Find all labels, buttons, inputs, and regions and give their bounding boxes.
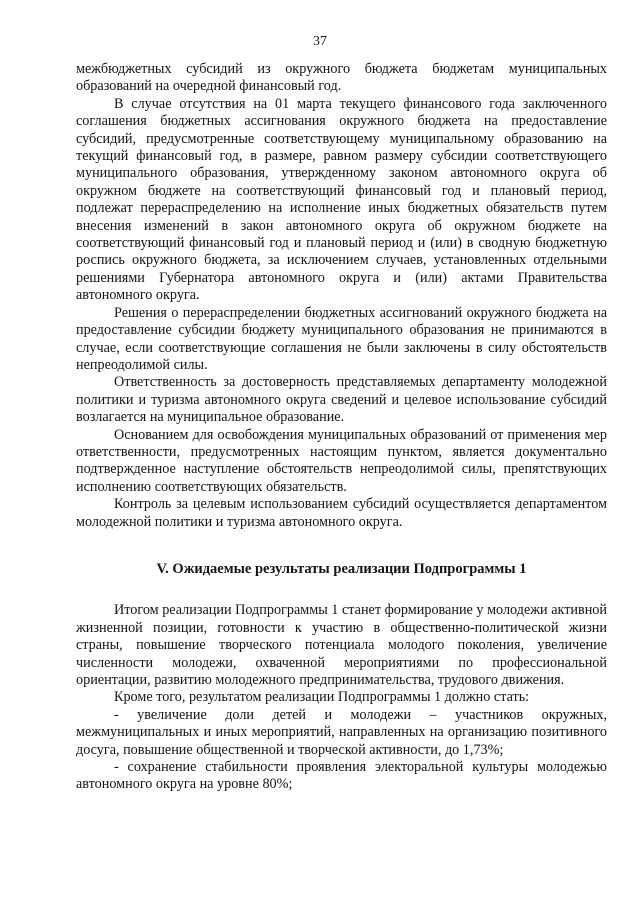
paragraph: Ответственность за достоверность представляемых департаменту молодежной политики и туризма автономного округа сведений и целевое использование субсидий возлагается на муниципальное образование. xyxy=(76,374,607,426)
list-item: - увеличение доли детей и молодежи – участников окружных, межмуниципальных и иных мероприятий, направленных на организацию позитивного досуга, повышение общественной и творческой активности, до 1,73%; xyxy=(76,706,607,758)
paragraph: Контроль за целевым использованием субсидий осуществляется департаментом молодежной политики и туризма автономного округа. xyxy=(76,496,607,530)
paragraph: Кроме того, результатом реализации Подпрограммы 1 должно стать: xyxy=(114,689,530,706)
list-item: - сохранение стабильности проявления электоральной культуры молодежью автономного округа на уровне 80%; xyxy=(76,759,607,793)
paragraph: межбюджетных субсидий из окружного бюджета бюджетам муниципальных образований на очередной финансовый год. xyxy=(76,61,607,95)
paragraph: Решения о перераспределении бюджетных ассигнований окружного бюджета на предоставление субсидии бюджету муниципального образования не принимаются в случае, если соответствующие соглашения не были заключены в силу обстоятельств непреодолимой силы. xyxy=(76,304,607,373)
paragraph: Итогом реализации Подпрограммы 1 станет формирование у молодежи активной жизненной позиции, готовности к участию в общественно-политической жизни страны, повышение творческого потенциала молодого поколения, увеличение численности молодежи, охваченной мероприятиями по профессиональной ориентации, развитию молодежного предпринимательства, трудового движения. xyxy=(76,602,607,688)
document-body xyxy=(76,61,607,794)
page-number: 37 xyxy=(313,34,327,49)
section-heading: V. Ожидаемые результаты реализации Подпрограммы 1 xyxy=(156,560,527,577)
paragraph: Основанием для освобождения муниципальных образований от применения мер ответственности, предусмотренных настоящим пунктом, является документально подтвержденное наступление обстоятельств непреодолимой силы, препятствующих исполнению соответствующих обязательств. xyxy=(76,426,607,495)
paragraph: В случае отсутствия на 01 марта текущего финансового года заключенного соглашения бюджетных ассигнования окружного бюджета на предоставление субсидий, предусмотренные соответствующему муниципальному образованию на текущий финансовый год, в размере, равном размеру субсидии соответствующего муниципального образования, утвержденному законом автономного округа об окружном бюджете на соответствующий финансовый год и плановый период, подлежат перераспределению на исполнение иных бюджетных обязательств путем внесения изменений в закон автономного округа об окружном бюджете на соответствующий финансовый год и плановый период и (или) в сводную бюджетную роспись окружного бюджета, за исключением случаев, установленных отдельными решениями Губернатора автономного округа и (или) актами Правительства автономного округа. xyxy=(76,95,607,304)
